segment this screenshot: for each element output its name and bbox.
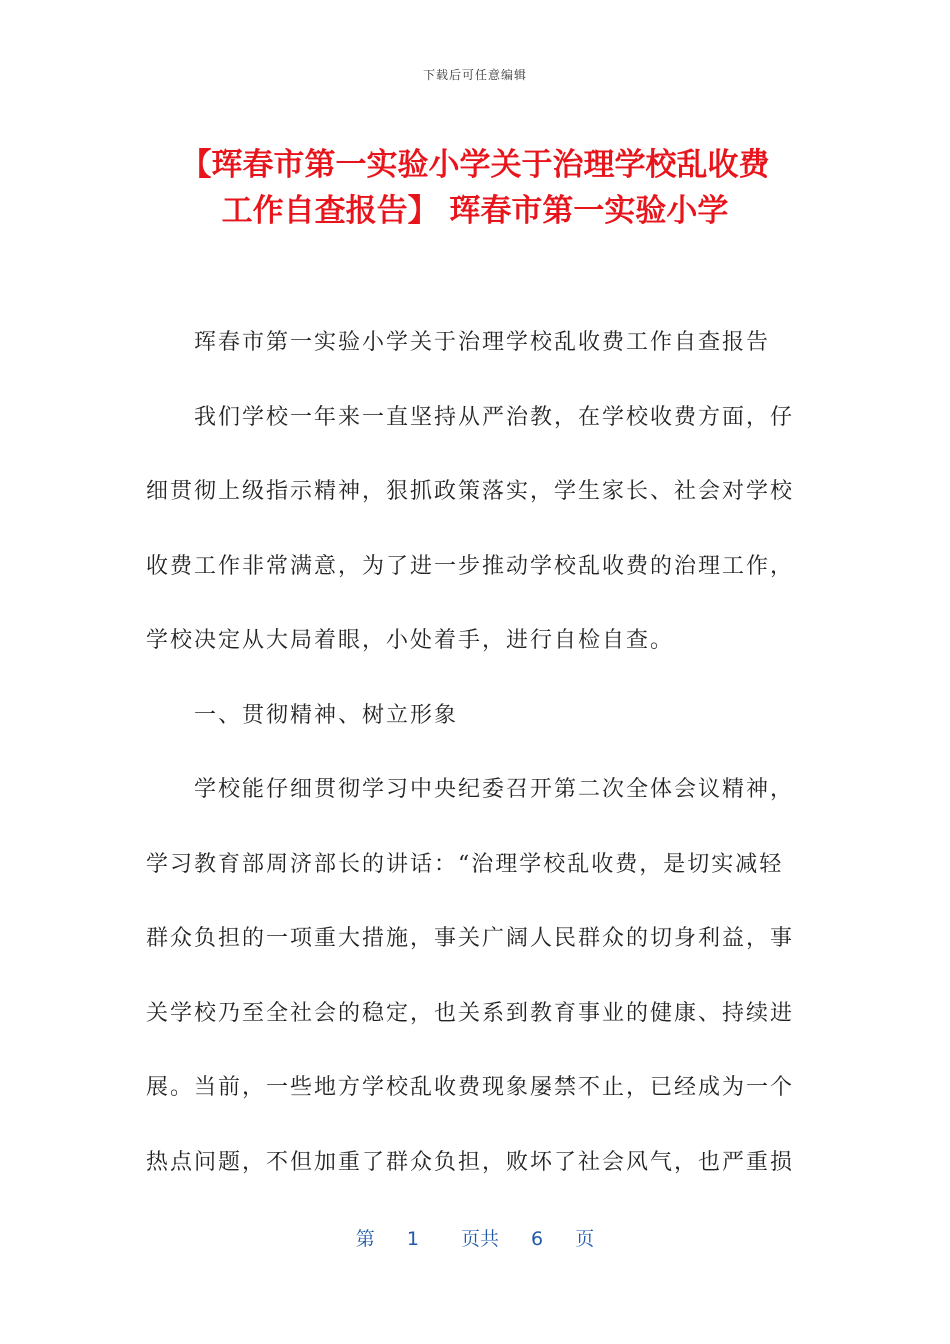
body-line: 学校决定从大局着眼，小处着手，进行自检自查。 <box>146 628 675 653</box>
page-total: 6 <box>531 1228 544 1250</box>
body-line: 关学校乃至全社会的稳定，也关系到教育事业的健康、持续进 <box>146 1000 794 1026</box>
body-line: 群众负担的一项重大措施，事关广阔人民群众的切身利益，事 <box>146 926 794 951</box>
body-line: 学习教育部周济部长的讲话：“治理学校乱收费，是切实减轻 <box>146 851 784 877</box>
document-body <box>146 318 794 1212</box>
title-line-1: 【珲春市第一实验小学关于治理学校乱收费 <box>180 147 770 183</box>
body-line: 收费工作非常满意，为了进一步推动学校乱收费的治理工作， <box>146 553 794 579</box>
page-mid: 页共 <box>460 1228 499 1250</box>
document-title <box>130 142 820 234</box>
header-note: 下载后可任意编辑 <box>422 68 527 82</box>
page-suffix: 页 <box>575 1228 595 1250</box>
body-line: 展。当前，一些地方学校乱收费现象屡禁不止，已经成为一个 <box>146 1075 794 1100</box>
body-line: 珲春市第一实验小学关于治理学校乱收费工作自查报告 <box>194 330 771 355</box>
page-footer <box>0 1224 950 1251</box>
section-heading: 一、贯彻精神、树立形象 <box>194 702 459 728</box>
page-current: 1 <box>406 1228 419 1250</box>
body-line: 细贯彻上级指示精神，狠抓政策落实，学生家长、社会对学校 <box>146 479 794 504</box>
page-prefix: 第 <box>355 1228 375 1250</box>
body-line: 学校能仔细贯彻学习中央纪委召开第二次全体会议精神， <box>194 777 794 802</box>
body-line: 我们学校一年来一直坚持从严治教，在学校收费方面，仔 <box>194 404 794 430</box>
title-line-2: 工作自查报告】 珲春市第一实验小学 <box>221 193 729 229</box>
body-line: 热点问题，不但加重了群众负担，败坏了社会风气，也严重损 <box>146 1149 794 1175</box>
